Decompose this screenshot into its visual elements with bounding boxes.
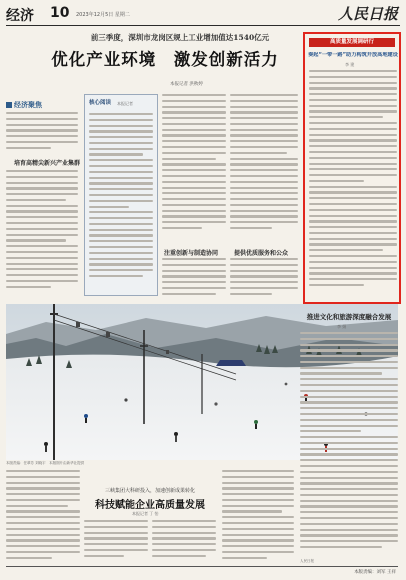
commentary-author: 本报记者 <box>117 101 133 106</box>
square-icon <box>6 102 12 108</box>
page-number: 10 <box>50 5 70 21</box>
lead-kicker: 前三季度，深圳市龙岗区规上工业增加值达1540亿元 <box>90 33 270 42</box>
bottom-right-text <box>222 470 294 562</box>
subhead-service: 提供优质服务和公众 <box>234 250 289 257</box>
lead-text-col-1b <box>162 258 226 300</box>
sidebar-text-top <box>6 112 78 154</box>
subhead-innovation: 注重创新与制造协同 <box>164 250 219 257</box>
subhead-industry-cluster: 培育高精尖新兴产业集群 <box>14 160 81 167</box>
lead-headline: 优化产业环境 激发创新活力 <box>51 50 279 69</box>
page-footer <box>6 566 398 576</box>
commentary-label: 核心阅读 <box>89 100 112 106</box>
footer-text: 本版责编：刘军 王祥 <box>354 570 396 575</box>
lead-byline: 本报记者 洪秋婷 <box>170 82 203 87</box>
special-section-highlight <box>303 32 401 304</box>
lead-text-col-2 <box>230 94 298 244</box>
bottom-left-text <box>6 470 80 562</box>
special-section-tag: 高质量发展调研行 <box>309 38 395 47</box>
right-article-text <box>300 332 398 560</box>
bottom-center-text-1 <box>84 520 148 562</box>
bottom-byline: 本报记者 丁 怡 <box>132 511 159 516</box>
masthead <box>6 4 400 26</box>
special-section-title: 奏起“一带一路”助力构筑开放高地建设 <box>308 52 398 58</box>
paper-logo: 人民日报 <box>337 5 398 23</box>
right-article-title: 推进文化和旅游深度融合发展 <box>306 313 392 321</box>
sidebar-title <box>6 100 42 110</box>
bottom-center-text-2 <box>152 520 216 562</box>
section-name: 经济 <box>6 8 34 24</box>
special-section-author: 李 建 <box>345 62 355 67</box>
commentary-box <box>84 94 158 296</box>
sidebar-text-body <box>6 170 78 300</box>
sidebar-title-text: 经济聚焦 <box>14 101 42 109</box>
bottom-headline: 科技赋能企业高质量发展 <box>95 500 205 511</box>
bottom-kicker: 三峡集团大科研投入，加速创新成果转化 <box>104 488 195 494</box>
commentary-text <box>89 113 153 293</box>
date-line: 2023年12月5日 星期二 <box>76 12 130 18</box>
footer-paper-name: 人民日报 <box>300 559 314 563</box>
photo-caption: 本版责编：任翠芳 刘晓宇 本版图片由新华社提供 <box>6 461 85 465</box>
right-article-author: 李 娟 <box>337 324 347 329</box>
lead-text-col-1 <box>162 94 226 244</box>
lead-text-col-2b <box>230 258 298 300</box>
special-section-text <box>309 70 397 300</box>
